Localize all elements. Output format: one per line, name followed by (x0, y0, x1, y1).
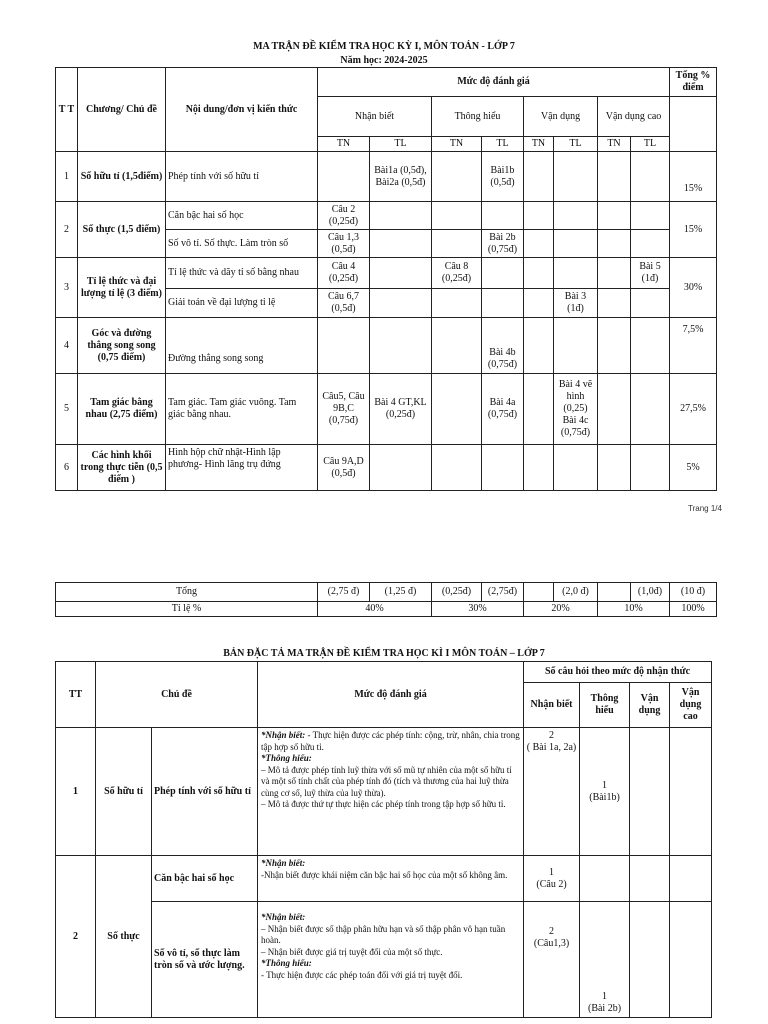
recognize-heading: *Nhận biết: (261, 858, 306, 868)
spec-count-understand (580, 902, 630, 1018)
cell-vdc-tl (631, 152, 670, 202)
total-value: (0,25đ) (432, 583, 482, 602)
cell-nb-tn: Câu 9A,D (0,5đ) (318, 445, 370, 491)
table-row (56, 258, 717, 289)
row-content: Giải toán về đại lượng tỉ lệ (166, 289, 318, 318)
spec-count-understand (580, 728, 630, 856)
cell-vd-tl (554, 202, 598, 230)
spec-row-topic: Số hữu tỉ (96, 728, 152, 856)
cell-nb-tn: Câu 4 (0,25đ) (318, 258, 370, 289)
cell-th-tl: Bài 2b (0,75đ) (482, 230, 524, 258)
cell-nb-tl (370, 318, 432, 374)
cell-th-tn (432, 230, 482, 258)
ratio-value: 20% (524, 602, 598, 617)
row-content: Tam giác. Tam giác vuông. Tam giác bằng nhau. (166, 374, 318, 445)
row-percent: 5% (670, 445, 717, 491)
row-content: Tỉ lệ thức và dãy tỉ số bằng nhau (166, 258, 318, 289)
row-tt: 6 (56, 445, 78, 491)
cell-nb-tn: Câu 2 (0,25đ) (318, 202, 370, 230)
spec-header-apply: Vận dụng (630, 683, 670, 728)
cell-th-tn: Câu 8 (0,25đ) (432, 258, 482, 289)
total-value: (2,75đ) (482, 583, 524, 602)
spec-row-subtopic: Căn bậc hai số học (152, 856, 258, 902)
cell-vdc-tl: Bài 5 (1đ) (631, 258, 670, 289)
total-value: (2,75 đ) (318, 583, 370, 602)
header-empty (670, 97, 717, 152)
spec-header-level: Mức độ đánh giá (258, 662, 524, 728)
table-row (56, 318, 717, 374)
cell-vd-tn (524, 289, 554, 318)
row-tt: 1 (56, 152, 78, 202)
spec-row-tt: 2 (56, 856, 96, 1018)
table-row (56, 445, 717, 491)
spec-row (56, 728, 712, 856)
header-content: Nội dung/đơn vị kiến thức (166, 68, 318, 152)
header-total-percent: Tổng % điểm (670, 68, 717, 97)
header-tl: TL (554, 137, 598, 152)
header-recognize: Nhận biết (318, 97, 432, 137)
cell-th-tl: Bài 4a (0,75đ) (482, 374, 524, 445)
count-ref: (Bài 2b) (587, 1003, 622, 1014)
row-content: Đường thẳng song song (166, 318, 318, 374)
cell-th-tl (482, 445, 524, 491)
cell-nb-tn: Câu 6,7 (0,5đ) (318, 289, 370, 318)
cell-vdc-tn (598, 445, 631, 491)
row-chapter: Tam giác bằng nhau (2,75 điểm) (78, 374, 166, 445)
spec-count-recognize (524, 856, 580, 902)
spec-count-apply-high (670, 902, 712, 1018)
ratio-value: 10% (598, 602, 670, 617)
total-value: (1,0đ) (631, 583, 670, 602)
header-tn: TN (524, 137, 554, 152)
cell-th-tn (432, 318, 482, 374)
row-tt: 3 (56, 258, 78, 318)
cell-vdc-tn (598, 289, 631, 318)
matrix-table (55, 67, 717, 491)
row-percent: 15% (670, 202, 717, 258)
cell-nb-tn: Câu 1,3 (0,5đ) (318, 230, 370, 258)
cell-vd-tn (524, 230, 554, 258)
spec-title: BẢN ĐẶC TẢ MA TRẬN ĐỀ KIỂM TRA HỌC KÌ I MÔN TOÁN – LỚP 7 (223, 648, 545, 659)
row-chapter: Góc và đường thẳng song song (0,75 điểm) (78, 318, 166, 374)
ratio-row (56, 602, 717, 617)
spec-header-topic: Chủ đề (96, 662, 258, 728)
cell-vdc-tn (598, 230, 631, 258)
cell-vdc-tl (631, 230, 670, 258)
spec-table (55, 661, 712, 1018)
cell-nb-tl (370, 258, 432, 289)
cell-nb-tn: Câu5, Câu 9B,C (0,75đ) (318, 374, 370, 445)
recognize-heading: *Nhận biết: (261, 912, 306, 922)
spec-count-apply (630, 902, 670, 1018)
spec-header-apply-high: Vận dụng cao (670, 683, 712, 728)
header-tt: T T (56, 68, 78, 152)
cell-vd-tl: Bài 4 vẽ hình (0,25) Bài 4c (0,75đ) (554, 374, 598, 445)
total-value (524, 583, 554, 602)
cell-th-tn (432, 152, 482, 202)
header-apply-high: Vận dụng cao (598, 97, 670, 137)
cell-vd-tl: Bài 3 (1đ) (554, 289, 598, 318)
cell-nb-tl: Bài 4 GT,KL (0,25đ) (370, 374, 432, 445)
cell-vdc-tn (598, 152, 631, 202)
spec-row (56, 856, 712, 902)
cell-vd-tl (554, 318, 598, 374)
spec-count-apply-high (670, 728, 712, 856)
totals-row (56, 583, 717, 602)
table-row (56, 202, 717, 230)
row-content: Hình hộp chữ nhật-Hình lập phương- Hình lăng trụ đứng (166, 445, 318, 491)
row-percent: 27,5% (670, 374, 717, 445)
understand-text: – Mô tả được thứ tự thực hiện các phép tính trong tập hợp số hữu tỉ. (261, 799, 506, 809)
row-content: Số vô tỉ. Số thực. Làm tròn số (166, 230, 318, 258)
header-tn: TN (432, 137, 482, 152)
row-tt: 4 (56, 318, 78, 374)
header-tn: TN (318, 137, 370, 152)
recognize-heading: *Nhận biết: (261, 730, 306, 740)
cell-th-tl (482, 202, 524, 230)
cell-th-tl (482, 258, 524, 289)
spec-count-apply (630, 856, 670, 902)
row-percent: 15% (670, 152, 717, 202)
cell-nb-tl (370, 230, 432, 258)
count-value: 1 (602, 779, 608, 791)
table-row (56, 374, 717, 445)
spec-row-description (258, 902, 524, 1018)
cell-vdc-tn (598, 374, 631, 445)
cell-th-tl (482, 289, 524, 318)
cell-vd-tl (554, 230, 598, 258)
count-value: 2 (549, 926, 555, 937)
cell-th-tl: Bài 4b (0,75đ) (482, 318, 524, 374)
ratio-value: 30% (432, 602, 524, 617)
spec-row-subtopic: Số vô tỉ, số thực làm tròn số và ước lượng. (152, 902, 258, 1018)
row-chapter: Số hữu tỉ (1,5điểm) (78, 152, 166, 202)
cell-th-tn (432, 289, 482, 318)
matrix-subtitle: Năm học: 2024-2025 (340, 55, 428, 66)
count-value: 2 (549, 730, 555, 741)
cell-vd-tn (524, 318, 554, 374)
cell-nb-tl (370, 289, 432, 318)
header-tn: TN (598, 137, 631, 152)
spec-row (56, 902, 712, 1018)
total-value: (2,0 đ) (554, 583, 598, 602)
cell-vdc-tn (598, 318, 631, 374)
header-understand: Thông hiểu (432, 97, 524, 137)
ratio-label: Tỉ lệ % (56, 602, 318, 617)
cell-vd-tn (524, 152, 554, 202)
understand-heading: *Thông hiểu: (261, 753, 312, 763)
count-value: 1 (549, 866, 555, 878)
recognize-text: – Nhận biết được giá trị tuyệt đối của một số thực. (261, 946, 443, 957)
row-percent: 7,5% (670, 318, 717, 374)
understand-heading: *Thông hiểu: (261, 958, 312, 968)
cell-vd-tn (524, 258, 554, 289)
cell-vd-tn (524, 445, 554, 491)
recognize-text: – Nhận biết được số thập phân hữu hạn và số thập phân vô hạn tuần hoàn. (261, 923, 506, 945)
cell-th-tl: Bài1b (0,5đ) (482, 152, 524, 202)
cell-th-tn (432, 202, 482, 230)
row-chapter: Tỉ lệ thức và đại lượng tỉ lệ (3 điểm) (78, 258, 166, 318)
header-levels: Mức độ đánh giá (318, 68, 670, 97)
cell-vdc-tl (631, 318, 670, 374)
spec-row-description (258, 856, 524, 902)
row-chapter: Các hình khối trong thực tiễn (0,5 điểm ) (78, 445, 166, 491)
totals-table (55, 582, 717, 617)
cell-th-tn (432, 374, 482, 445)
cell-vdc-tl (631, 445, 670, 491)
recognize-text: - Thực hiện được các phép tính: cộng, trừ, nhân, chia trong tập hợp số hữu tỉ. (261, 730, 520, 752)
total-value (598, 583, 631, 602)
row-content: Căn bậc hai số học (166, 202, 318, 230)
row-percent: 30% (670, 258, 717, 318)
understand-text: - Thực hiện được các phép toán đối với giá trị tuyệt đối. (261, 969, 463, 980)
page-number: Trang 1/4 (688, 504, 722, 513)
cell-nb-tn (318, 318, 370, 374)
spec-header-tt: TT (56, 662, 96, 728)
total-label: Tổng (56, 583, 318, 602)
understand-text: – Mô tả được phép tính luỹ thừa với số mũ tự nhiên của một số hữu tỉ và một số tính chất của phép tính đó (tích và thương của hai luỹ thừa cùng cơ số, luỹ thừa của luỹ thừa). (261, 764, 512, 798)
cell-vdc-tn (598, 202, 631, 230)
spec-header-understand: Thông hiểu (580, 683, 630, 728)
row-tt: 5 (56, 374, 78, 445)
spec-row-description (258, 728, 524, 856)
header-apply: Vận dụng (524, 97, 598, 137)
cell-vd-tn (524, 374, 554, 445)
spec-count-apply (630, 728, 670, 856)
row-content: Phép tính với số hữu tỉ (166, 152, 318, 202)
cell-vd-tl (554, 152, 598, 202)
spec-count-understand (580, 856, 630, 902)
cell-nb-tl: Bài1a (0,5đ), Bài2a (0,5đ) (370, 152, 432, 202)
cell-vdc-tn (598, 258, 631, 289)
spec-header-recognize: Nhận biết (524, 683, 580, 728)
ratio-value: 100% (670, 602, 717, 617)
header-tl: TL (370, 137, 432, 152)
cell-vdc-tl (631, 374, 670, 445)
spec-header-count: Số câu hỏi theo mức độ nhận thức (524, 662, 712, 683)
cell-vdc-tl (631, 202, 670, 230)
table-row (56, 152, 717, 202)
header-tl: TL (482, 137, 524, 152)
matrix-title: MA TRẬN ĐỀ KIỂM TRA HỌC KỲ I, MÔN TOÁN - LỚP 7 (253, 41, 515, 52)
total-value: (1,25 đ) (370, 583, 432, 602)
row-tt: 2 (56, 202, 78, 258)
row-chapter: Số thực (1,5 điểm) (78, 202, 166, 258)
cell-nb-tn (318, 152, 370, 202)
spec-row-topic: Số thực (96, 856, 152, 1018)
cell-vd-tl (554, 445, 598, 491)
spec-count-recognize (524, 902, 580, 1018)
recognize-text: -Nhận biết được khái niệm căn bậc hai số học của một số không âm. (261, 869, 508, 880)
count-ref: ( Bài 1a, 2a) (526, 742, 577, 753)
ratio-value: 40% (318, 602, 432, 617)
count-ref: (Câu1,3) (533, 938, 570, 949)
spec-count-apply-high (670, 856, 712, 902)
spec-row-subtopic: Phép tính với số hữu tỉ (152, 728, 258, 856)
cell-th-tn (432, 445, 482, 491)
count-ref: (Câu 2) (536, 878, 567, 890)
header-chapter: Chương/ Chủ đề (78, 68, 166, 152)
cell-vdc-tl (631, 289, 670, 318)
count-value: 1 (602, 991, 608, 1002)
count-ref: (Bài1b) (589, 791, 620, 803)
cell-nb-tl (370, 202, 432, 230)
spec-row-tt: 1 (56, 728, 96, 856)
cell-vd-tn (524, 202, 554, 230)
total-value: (10 đ) (670, 583, 717, 602)
spec-count-recognize (524, 728, 580, 856)
cell-nb-tl (370, 445, 432, 491)
header-tl: TL (631, 137, 670, 152)
cell-vd-tl (554, 258, 598, 289)
